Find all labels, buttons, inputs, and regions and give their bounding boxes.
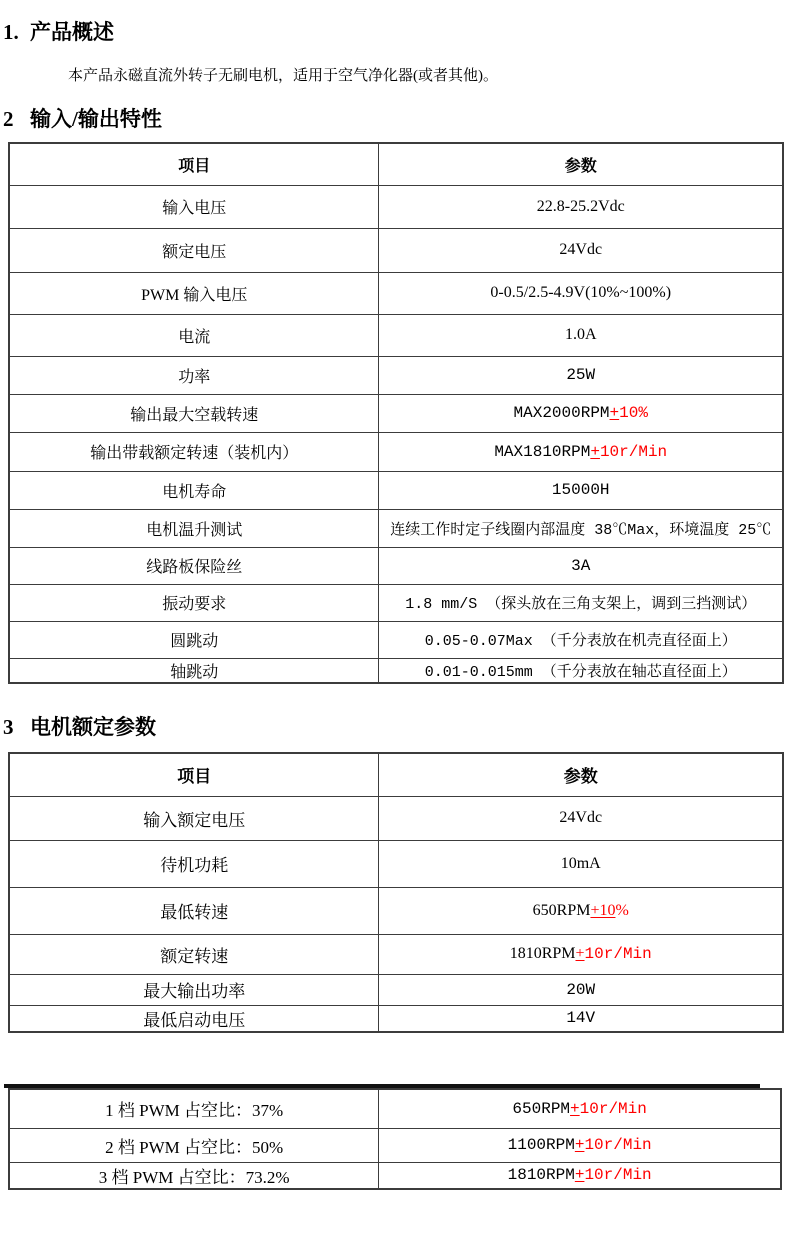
section-1-heading [3, 20, 114, 44]
value-cell [379, 621, 783, 658]
value-text: 1.8 mm/S （探头放在三角支架上，调到三挡测试） [405, 596, 757, 613]
value-text: MAX1810RPM [494, 442, 591, 461]
item-cell: 最大输出功率 [9, 974, 379, 1005]
tolerance-red-text: + [574, 1166, 585, 1184]
table-row [9, 974, 783, 1005]
item-cell: 输入额定电压 [9, 796, 379, 840]
item-cell: 待机功耗 [9, 840, 379, 887]
item-cell: 圆跳动 [9, 621, 379, 658]
value-cell [379, 185, 783, 228]
table-row [9, 1089, 781, 1128]
value-cell [379, 471, 783, 509]
section-2-title: 输入/输出特性 [30, 107, 162, 131]
value-text: 1810RPM [509, 945, 576, 962]
value-text: 650RPM [512, 1099, 571, 1118]
value-text: 20W [566, 980, 596, 999]
section-1-title: 产品概述 [30, 20, 114, 44]
tolerance-red-text: 10r/Min [584, 1166, 652, 1184]
tolerance-red-text: 10r/Min [599, 442, 668, 461]
value-text: 10mA [560, 854, 601, 872]
item-cell: 最低转速 [9, 887, 379, 934]
table-row [9, 840, 783, 887]
value-cell [379, 1162, 781, 1189]
section-2-number: 2 [3, 107, 14, 131]
tolerance-red-text: 10r/Min [579, 1099, 647, 1118]
table-row [9, 185, 783, 228]
product-overview-text: 本产品永磁直流外转子无刷电机，适用于空气净化器(或者其他)。 [68, 68, 498, 84]
tolerance-red-text: + [570, 1099, 580, 1118]
value-cell [379, 658, 783, 683]
value-cell [379, 584, 783, 621]
section-2-heading [3, 107, 162, 131]
section-3-title: 电机额定参数 [30, 715, 156, 739]
table-row [9, 1162, 781, 1189]
table-row [9, 394, 783, 432]
value-cell [379, 1005, 783, 1032]
item-cell: 轴跳动 [9, 658, 379, 683]
item-cell: 最低启动电压 [9, 1005, 379, 1032]
table-row [9, 228, 783, 272]
item-cell: 功率 [9, 356, 379, 394]
table-row [9, 584, 783, 621]
value-text: 15000H [551, 481, 610, 499]
item-cell: 电流 [9, 314, 379, 356]
item-cell: 输出带载额定转速（装机内） [9, 432, 379, 471]
section-3-heading [3, 715, 156, 739]
value-text: 1.0A [564, 326, 597, 343]
value-cell [379, 314, 783, 356]
table-row [9, 796, 783, 840]
table-row [9, 314, 783, 356]
value-text: 0-0.5/2.5-4.9V(10%~100%) [490, 284, 672, 301]
table-row [9, 547, 783, 584]
value-text: 25W [566, 366, 596, 384]
param-column-header: 参数 [379, 753, 783, 796]
value-cell [379, 840, 783, 887]
value-text: 0.01-0.015mm （千分表放在轴芯直径面上） [424, 663, 737, 681]
item-cell: 振动要求 [9, 584, 379, 621]
table-row [9, 272, 783, 314]
table-row [9, 356, 783, 394]
value-cell [379, 1089, 781, 1128]
table-row [9, 1128, 781, 1162]
item-column-header: 项目 [9, 143, 379, 185]
table-row [9, 1005, 783, 1032]
header-row [9, 753, 783, 796]
tolerance-red-text: + [590, 442, 600, 461]
tolerance-red-text: 10r/Min [584, 945, 652, 963]
table-row [9, 621, 783, 658]
value-text: 22.8-25.2Vdc [536, 197, 625, 215]
item-cell: PWM 输入电压 [9, 272, 379, 314]
tolerance-red-text: % [615, 901, 629, 919]
value-text: 3A [571, 556, 591, 575]
item-cell: 1 档 PWM 占空比：37% [9, 1089, 379, 1128]
table-row [9, 471, 783, 509]
value-cell [379, 934, 783, 974]
tolerance-red-text: + [609, 404, 620, 422]
value-cell [379, 974, 783, 1005]
table-row [9, 887, 783, 934]
value-cell [379, 356, 783, 394]
value-text: MAX2000RPM [513, 404, 610, 422]
value-text: 24Vdc [559, 809, 603, 826]
value-text: 1810RPM [507, 1166, 575, 1184]
value-cell [379, 432, 783, 471]
item-cell: 3 档 PWM 占空比：73.2% [9, 1162, 379, 1189]
tolerance-red-text: 10% [619, 404, 648, 422]
tolerance-red-text: + [575, 945, 585, 962]
item-cell: 2 档 PWM 占空比：50% [9, 1128, 379, 1162]
value-text: 14V [566, 1009, 596, 1027]
value-cell [379, 394, 783, 432]
table-row [9, 432, 783, 471]
pwm-speed-table [8, 1088, 782, 1190]
value-text: 连续工作时定子线圈内部温度 38℃Max，环境温度 25℃ [390, 521, 772, 539]
table-row [9, 934, 783, 974]
item-cell: 输入电压 [9, 185, 379, 228]
value-cell [379, 272, 783, 314]
value-cell [379, 1128, 781, 1162]
item-cell: 线路板保险丝 [9, 547, 379, 584]
value-text: 650RPM [532, 901, 591, 919]
item-cell: 电机温升测试 [9, 509, 379, 547]
item-cell: 额定电压 [9, 228, 379, 272]
item-cell: 电机寿命 [9, 471, 379, 509]
value-text: 1100RPM [507, 1136, 575, 1154]
table-row [9, 658, 783, 683]
tolerance-red-text: + [574, 1136, 585, 1154]
io-characteristics-table [8, 142, 784, 684]
value-cell [379, 887, 783, 934]
item-cell: 额定转速 [9, 934, 379, 974]
item-cell: 输出最大空载转速 [9, 394, 379, 432]
tolerance-red-text: +10 [590, 901, 616, 919]
item-column-header: 项目 [9, 753, 379, 796]
rated-params-table [8, 752, 784, 1033]
value-cell [379, 796, 783, 840]
header-row [9, 143, 783, 185]
value-cell [379, 547, 783, 584]
tolerance-red-text: 10r/Min [584, 1136, 652, 1154]
section-1-number: 1. [3, 20, 19, 44]
section-3-number: 3 [3, 715, 14, 739]
table-row [9, 509, 783, 547]
param-column-header: 参数 [379, 143, 783, 185]
value-cell [379, 509, 783, 547]
value-cell [379, 228, 783, 272]
value-text: 0.05-0.07Max （千分表放在机壳直径面上） [424, 633, 737, 650]
value-text: 24Vdc [559, 241, 603, 258]
